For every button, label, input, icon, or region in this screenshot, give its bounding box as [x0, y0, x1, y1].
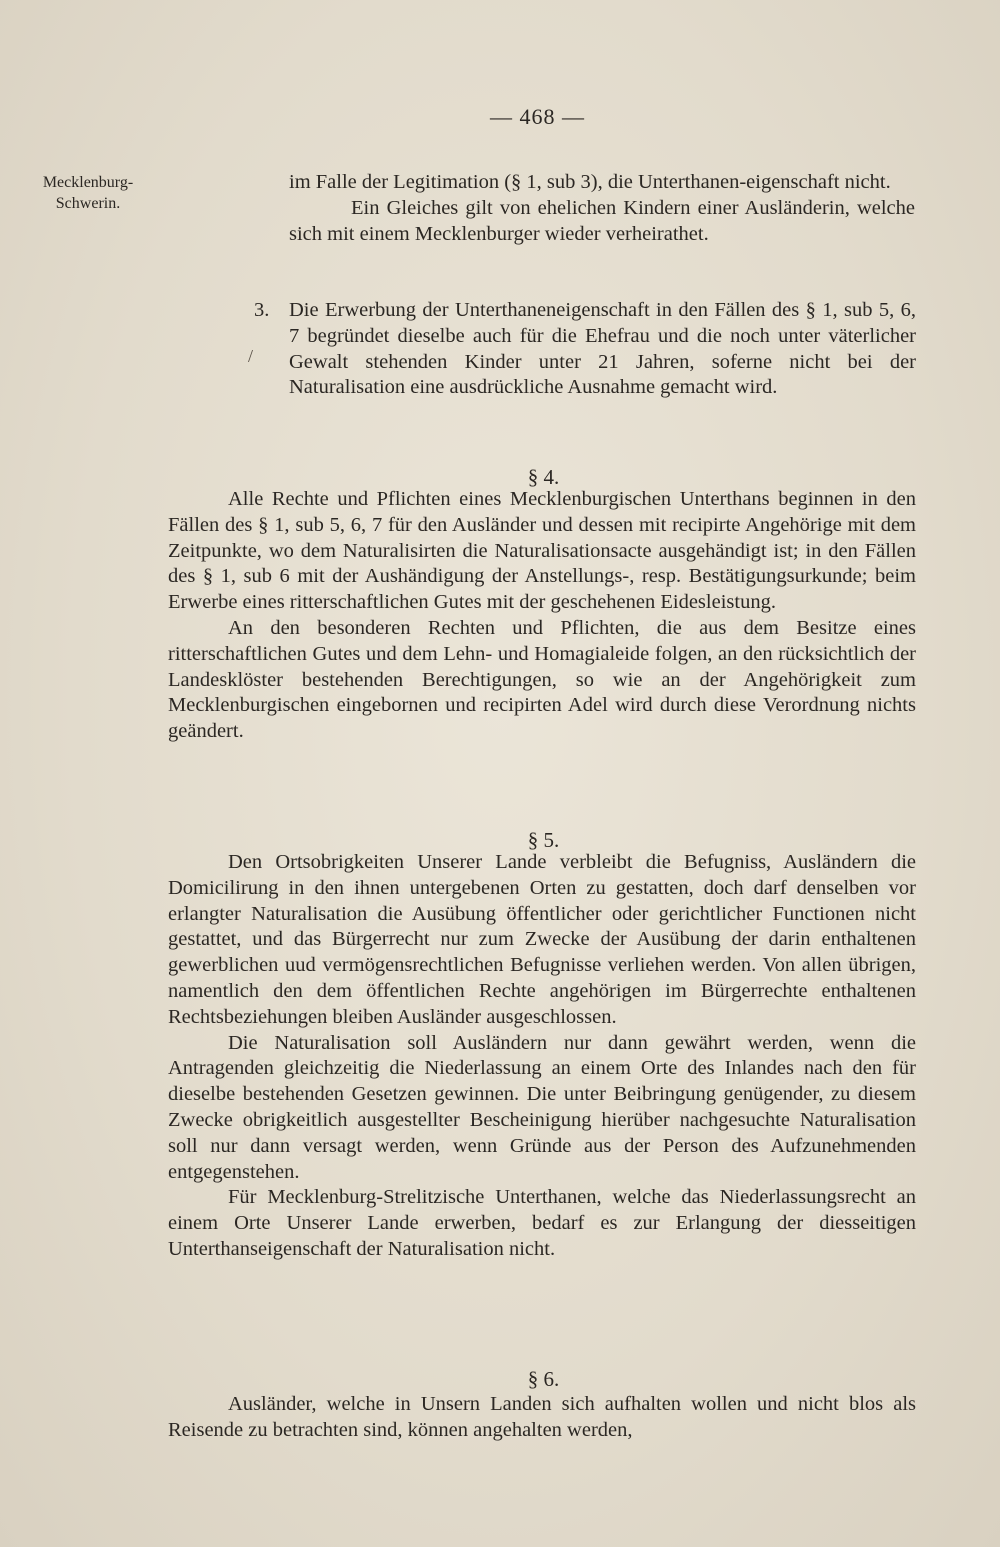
- section-heading: § 4.: [527, 465, 560, 489]
- pencil-mark: /: [248, 346, 254, 366]
- item-text: Die Erwerbung der Unterthaneneigenschaft in den Fällen des § 1, sub 5, 6, 7 begründet dieselbe auch für die Ehefrau und die noch unter väterlicher Gewalt stehenden Kinder unter 21 Jahren, soferne nicht bei der Naturalisation eine ausdrückliche Ausnahme gemacht wird.: [289, 299, 916, 399]
- section-body: [168, 1392, 916, 1444]
- section-heading: § 5.: [527, 828, 560, 852]
- item-number: 3.: [254, 299, 270, 321]
- section-paragraph: Ausländer, welche in Unsern Landen sich aufhalten wollen und nicht blos als Reisende zu betrachten sind, können angehalten werden,: [168, 1393, 916, 1441]
- intro-paragraph: Ein Gleiches gilt von ehelichen Kindern einer Ausländerin, welche sich mit einem Mecklenburger wieder verheirathet.: [289, 196, 915, 245]
- section-heading: § 6.: [527, 1367, 560, 1391]
- section-paragraph: Alle Rechte und Pflichten eines Mecklenburgischen Unterthans beginnen in den Fällen des § 1, sub 5, 6, 7 für den Ausländer und dessen mit recipirte Angehörige mit dem Zeitpunkte, wo dem Naturalisirten die Naturalisationsacte ausgehändigt ist; in den Fällen des § 1, sub 6 mit der Aushändigung der Anstellungs-, resp. Bestätigungsurkunde; beim Erwerbe eines ritterschaftlichen Gutes mit der geschehenen Eidesleistung.: [168, 488, 916, 614]
- section-paragraph: Den Ortsobrigkeiten Unserer Lande verbleibt die Befugniss, Ausländern die Domicilirung in den ihnen untergebenen Orten zu gestatten, doch darf denselben vor erlangter Naturalisation die Ausübung öffentlicher oder gerichtlicher Functionen nicht gestattet, und das Bürgerrecht nur zum Zwecke der Ausübung der darin enthaltenen gewerblichen uud vermögensrechtlichen Befugnisse verliehen werden. Von allen übrigen, namentlich den dem öffentlichen Rechte angehörigen im Bürgerrechte enthaltenen Rechtsbeziehungen bleiben Ausländer ausgeschlossen.: [168, 851, 916, 1028]
- intro-paragraph: im Falle der Legitimation (§ 1, sub 3), die Unterthanen-eigenschaft nicht.: [289, 171, 891, 193]
- section-body: [168, 850, 916, 1263]
- section-body: [168, 487, 916, 745]
- margin-note-line: Schwerin.: [55, 195, 121, 212]
- numbered-item: [254, 298, 916, 401]
- margin-note-line: Mecklenburg-: [42, 174, 134, 191]
- margin-note: [18, 172, 158, 214]
- intro-block: [289, 170, 915, 247]
- section-paragraph: Die Naturalisation soll Ausländern nur dann gewährt werden, wenn die Antragenden gleichzeitig die Niederlassung an einem Orte des Inlandes nach den für dieselbe bestehenden Gesetzen gewinnen. Die unter Beibringung genügender, zu diesem Zwecke obrigkeitlich ausgestellter Bescheinigung hierüber nachgesuchte Naturalisation soll nur dann versagt werden, wenn Gründe aus der Person des Aufzunehmenden entgegenstehen.: [168, 1031, 916, 1183]
- page-number: — 468 —: [490, 104, 585, 129]
- section-paragraph: An den besonderen Rechten und Pflichten, die aus dem Besitze eines ritterschaftlichen Gutes und dem Lehn- und Homagialeide folgen, an den rücksichtlich der Landesklöster bestehenden Berechtigungen, so wie an der Angehörigkeit zum Mecklenburgischen eingebornen und recipirten Adel wird durch diese Verordnung nichts geändert.: [168, 616, 916, 743]
- section-paragraph: Für Mecklenburg-Strelitzische Unterthanen, welche das Niederlassungsrecht an einem Orte Unserer Lande erwerben, bedarf es zur Erlangung der diesseitigen Unterthanseigenschaft der Naturalisation nicht.: [168, 1186, 916, 1260]
